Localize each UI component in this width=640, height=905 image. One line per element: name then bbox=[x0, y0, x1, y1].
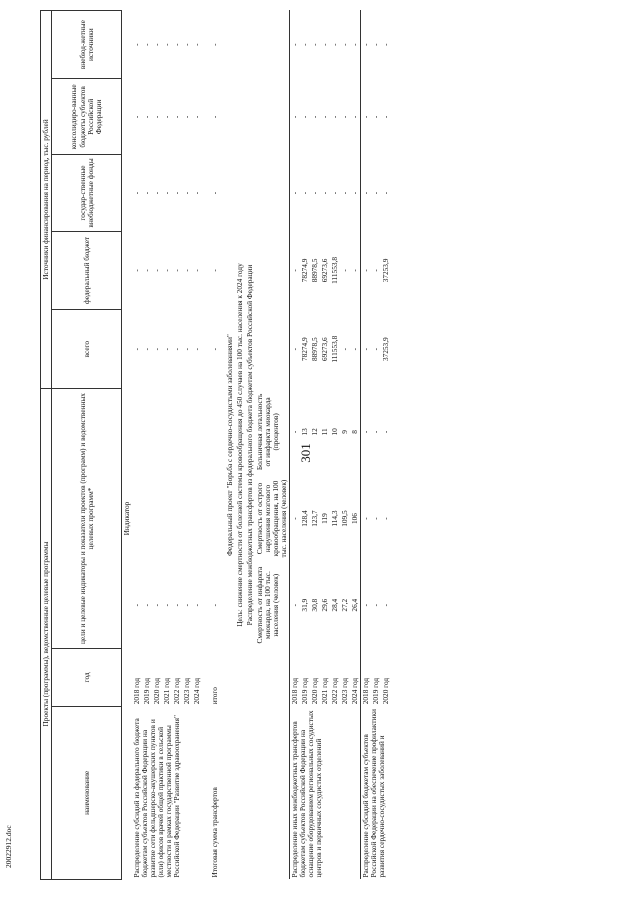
value-cell: - bbox=[172, 43, 182, 46]
year-cell: 2021 год bbox=[320, 677, 330, 705]
value-cell: - bbox=[152, 43, 162, 46]
indicator-header-1: Смертность от инфаркта миокарда, на 100 тыс. населения (человек) bbox=[255, 566, 281, 644]
consolidated-header: консолидиро-ванные бюджеты субъектов Российской Федерации bbox=[52, 79, 122, 155]
year-cell: 2020 год bbox=[310, 677, 320, 705]
value-cell: - bbox=[290, 11, 301, 79]
projects-header: Проекты (программы), ведомственные целевые программы bbox=[41, 389, 52, 880]
value-cell: - bbox=[371, 603, 381, 607]
sources-header: Источники финансирования на период, тыс. рублей bbox=[41, 11, 52, 389]
year-cell: 2019 год bbox=[371, 677, 381, 705]
value-cell: - bbox=[381, 191, 391, 195]
value-cell: - bbox=[152, 115, 162, 119]
rotated-table-page bbox=[40, 10, 625, 880]
value-cell: - bbox=[300, 115, 310, 119]
value-cell: - bbox=[162, 269, 172, 272]
value-cell: - bbox=[210, 347, 220, 351]
value-cell: 11 bbox=[320, 428, 330, 436]
value-cell: - bbox=[330, 115, 340, 119]
value-cell: 111553,8 bbox=[330, 257, 340, 284]
value-cell: - bbox=[182, 191, 192, 195]
value-cell: - bbox=[210, 603, 220, 607]
value-cell: - bbox=[142, 43, 152, 46]
financing-table bbox=[40, 10, 391, 880]
value-cell: - bbox=[361, 231, 372, 310]
value-cell: - bbox=[300, 191, 310, 195]
value-cell: - bbox=[132, 43, 142, 46]
value-cell: - bbox=[182, 269, 192, 272]
value-cell: - bbox=[210, 115, 220, 119]
value-cell: - bbox=[192, 115, 202, 119]
value-cell: - bbox=[132, 115, 142, 119]
block2-body bbox=[290, 11, 361, 880]
value-cell: - bbox=[172, 603, 182, 607]
year-cell: 2020 год bbox=[152, 677, 162, 705]
value-cell: - bbox=[290, 475, 301, 562]
name-header: наименование bbox=[52, 706, 122, 879]
value-cell: - bbox=[340, 269, 350, 272]
value-cell: - bbox=[361, 562, 372, 649]
value-cell: - bbox=[132, 191, 142, 195]
value-cell: - bbox=[290, 79, 301, 155]
value-cell: - bbox=[340, 115, 350, 119]
value-cell: - bbox=[361, 155, 372, 231]
value-cell: - bbox=[290, 389, 301, 476]
value-cell: - bbox=[182, 43, 192, 46]
value-cell: - bbox=[132, 269, 142, 272]
value-cell: - bbox=[182, 347, 192, 351]
value-cell: - bbox=[350, 269, 360, 272]
value-cell: - bbox=[350, 347, 360, 351]
value-cell: - bbox=[290, 562, 301, 649]
block2-name: Распределение иных межбюджетных трансфертов бюджетам субъектов Российской Федерации на оснащение оборудованием региональных сосудистых центров и первичных сосудистых отделений bbox=[290, 706, 361, 879]
value-cell: 119 bbox=[320, 513, 330, 524]
value-cell: - bbox=[310, 191, 320, 195]
footer-filename: 20022912.doc bbox=[4, 825, 13, 868]
value-cell: 114,3 bbox=[330, 510, 340, 527]
goals-header: цели и целевые индикаторы и показатели проектов (программ) и ведомственных целевых программ* bbox=[52, 389, 122, 649]
value-cell: - bbox=[330, 43, 340, 46]
value-cell: 12 bbox=[310, 428, 320, 436]
year-cell: 2023 год bbox=[340, 677, 350, 705]
year-cell: 2023 год bbox=[182, 677, 192, 705]
value-cell: 106 bbox=[350, 513, 360, 525]
value-cell: - bbox=[192, 347, 202, 351]
value-cell: - bbox=[300, 43, 310, 46]
value-cell: - bbox=[371, 43, 381, 46]
value-cell: - bbox=[371, 115, 381, 119]
value-cell: 69273,6 bbox=[320, 258, 330, 283]
year-cell: 2022 год bbox=[172, 677, 182, 705]
value-cell: - bbox=[182, 115, 192, 119]
value-cell: - bbox=[361, 79, 372, 155]
value-cell: - bbox=[381, 43, 391, 46]
value-cell: - bbox=[152, 191, 162, 195]
value-cell: - bbox=[361, 389, 372, 476]
value-cell: - bbox=[162, 191, 172, 195]
value-cell: 111553,8 bbox=[330, 335, 340, 363]
year-cell: 2024 год bbox=[350, 677, 360, 705]
value-cell: - bbox=[142, 347, 152, 351]
value-cell: - bbox=[162, 603, 172, 607]
value-cell: 28,4 bbox=[330, 598, 340, 612]
year-cell: 2019 год bbox=[142, 677, 152, 705]
extra-header: внебюд-жетные источники bbox=[52, 11, 122, 79]
value-cell: - bbox=[381, 430, 391, 434]
value-cell: - bbox=[290, 231, 301, 310]
year-cell: 2019 год bbox=[300, 677, 310, 705]
value-cell: - bbox=[320, 115, 330, 119]
year-cell: 2018 год bbox=[132, 677, 142, 705]
project-title: Федеральный проект "Борьба с сердечно-сосудистыми заболеваниями" bbox=[225, 334, 235, 556]
value-cell: - bbox=[381, 115, 391, 119]
value-cell: - bbox=[192, 43, 202, 46]
value-cell: - bbox=[381, 517, 391, 520]
page-number: 301 bbox=[297, 443, 313, 463]
value-cell: - bbox=[162, 115, 172, 119]
value-cell: 13 bbox=[300, 428, 310, 436]
value-cell: - bbox=[340, 347, 350, 351]
value-cell: - bbox=[142, 191, 152, 195]
value-cell: - bbox=[210, 43, 220, 46]
value-cell: 109,5 bbox=[340, 510, 350, 527]
value-cell: - bbox=[162, 43, 172, 46]
indicator-label: Индикатор bbox=[122, 501, 132, 536]
value-cell: - bbox=[152, 347, 162, 351]
year-header: год bbox=[52, 648, 122, 706]
value-cell: 123,7 bbox=[310, 510, 320, 527]
value-cell: - bbox=[172, 269, 182, 272]
value-cell: 9 bbox=[340, 430, 350, 434]
block3-name: Распределение субсидий бюджетам субъектов Российской Федерации на обеспечение профилактики развития сердечно-сосудистых заболеваний и bbox=[361, 706, 392, 879]
value-cell: - bbox=[192, 603, 202, 607]
value-cell: - bbox=[132, 347, 142, 351]
table-row bbox=[361, 11, 372, 880]
value-cell: - bbox=[350, 191, 360, 195]
year-cell: 2022 год bbox=[330, 677, 340, 705]
value-cell: - bbox=[290, 310, 301, 389]
value-cell: 37253,9 bbox=[381, 337, 391, 362]
value-cell: - bbox=[182, 603, 192, 607]
value-cell: - bbox=[210, 191, 220, 195]
value-cell: - bbox=[162, 347, 172, 351]
value-cell: - bbox=[371, 517, 381, 520]
value-cell: - bbox=[152, 269, 162, 272]
value-cell: - bbox=[371, 191, 381, 195]
total-row-year: итого bbox=[210, 687, 220, 705]
value-cell: - bbox=[320, 191, 330, 195]
table-row bbox=[290, 11, 301, 880]
goal-text: Цель: снижение смертности от болезней системы кровообращения до 450 случаев на 100 тыс. населения к 2024 году bbox=[235, 263, 245, 627]
value-cell: 128,4 bbox=[300, 510, 310, 527]
value-cell: - bbox=[310, 43, 320, 46]
value-cell: - bbox=[172, 191, 182, 195]
value-cell: - bbox=[132, 603, 142, 607]
value-cell: - bbox=[290, 155, 301, 231]
value-cell: - bbox=[152, 603, 162, 607]
value-cell: - bbox=[210, 269, 220, 272]
value-cell: - bbox=[340, 191, 350, 195]
value-cell: - bbox=[361, 11, 372, 79]
value-cell: 8 bbox=[350, 430, 360, 434]
value-cell: - bbox=[310, 115, 320, 119]
year-cell: 2020 год bbox=[381, 677, 391, 705]
value-cell: 30,8 bbox=[310, 598, 320, 612]
value-cell: - bbox=[361, 310, 372, 389]
value-cell: - bbox=[361, 475, 372, 562]
value-cell: - bbox=[371, 269, 381, 272]
value-cell: 26,4 bbox=[350, 598, 360, 612]
value-cell: 37253,9 bbox=[381, 258, 391, 283]
year-cell: 2024 год bbox=[192, 677, 202, 705]
value-cell: 88978,5 bbox=[310, 258, 320, 283]
total-row-name: Итоговая сумма трансфертов bbox=[210, 787, 220, 878]
indicator-header-3: Больничная летальность от инфаркта миокарда (процентов) bbox=[255, 393, 281, 471]
block3-body bbox=[361, 11, 392, 880]
value-cell: - bbox=[192, 269, 202, 272]
value-cell: - bbox=[142, 115, 152, 119]
value-cell: - bbox=[381, 603, 391, 607]
value-cell: 10 bbox=[330, 428, 340, 436]
distribution-text: Распределение межбюджетных трансфертов из федерального бюджета бюджетам субъектов Российской Федерации bbox=[245, 264, 255, 626]
value-cell: - bbox=[330, 191, 340, 195]
value-cell: - bbox=[320, 43, 330, 46]
year-cell: 2021 год bbox=[162, 677, 172, 705]
year-cell: 2018 год bbox=[290, 648, 301, 706]
block1-name: Распределение субсидий из федерального бюджета бюджетам субъектов Российской Федерации на развитие сети фельдшерско-акушерских пунктов и (или) офисов врачей общей практики в сельской местности в рамках государственной программы Российской Федерации "Развитие здравоохранения" bbox=[132, 715, 182, 878]
indicator-header-2: Смертность от острого нарушения мозгового кровообращения, на 100 тыс. населения (человек) bbox=[255, 479, 289, 558]
value-cell: 78274,9 bbox=[300, 258, 310, 283]
value-cell: - bbox=[371, 430, 381, 434]
total-header: всего bbox=[52, 310, 122, 389]
value-cell: - bbox=[172, 115, 182, 119]
value-cell: - bbox=[172, 347, 182, 351]
value-cell: - bbox=[192, 191, 202, 195]
value-cell: 78274,9 bbox=[300, 337, 310, 362]
state-funds-header: государ-ственные внебюджетные фонды bbox=[52, 155, 122, 231]
value-cell: 88978,5 bbox=[310, 337, 320, 362]
value-cell: - bbox=[340, 43, 350, 46]
value-cell: 69273,6 bbox=[320, 337, 330, 362]
federal-header: федеральный бюджет bbox=[52, 231, 122, 310]
value-cell: 29,6 bbox=[320, 598, 330, 612]
value-cell: 27,2 bbox=[340, 598, 350, 612]
value-cell: - bbox=[350, 43, 360, 46]
value-cell: - bbox=[350, 115, 360, 119]
value-cell: - bbox=[142, 603, 152, 607]
year-cell: 2018 год bbox=[361, 648, 372, 706]
value-cell: - bbox=[142, 269, 152, 272]
value-cell: 31,9 bbox=[300, 598, 310, 612]
value-cell: - bbox=[371, 347, 381, 351]
